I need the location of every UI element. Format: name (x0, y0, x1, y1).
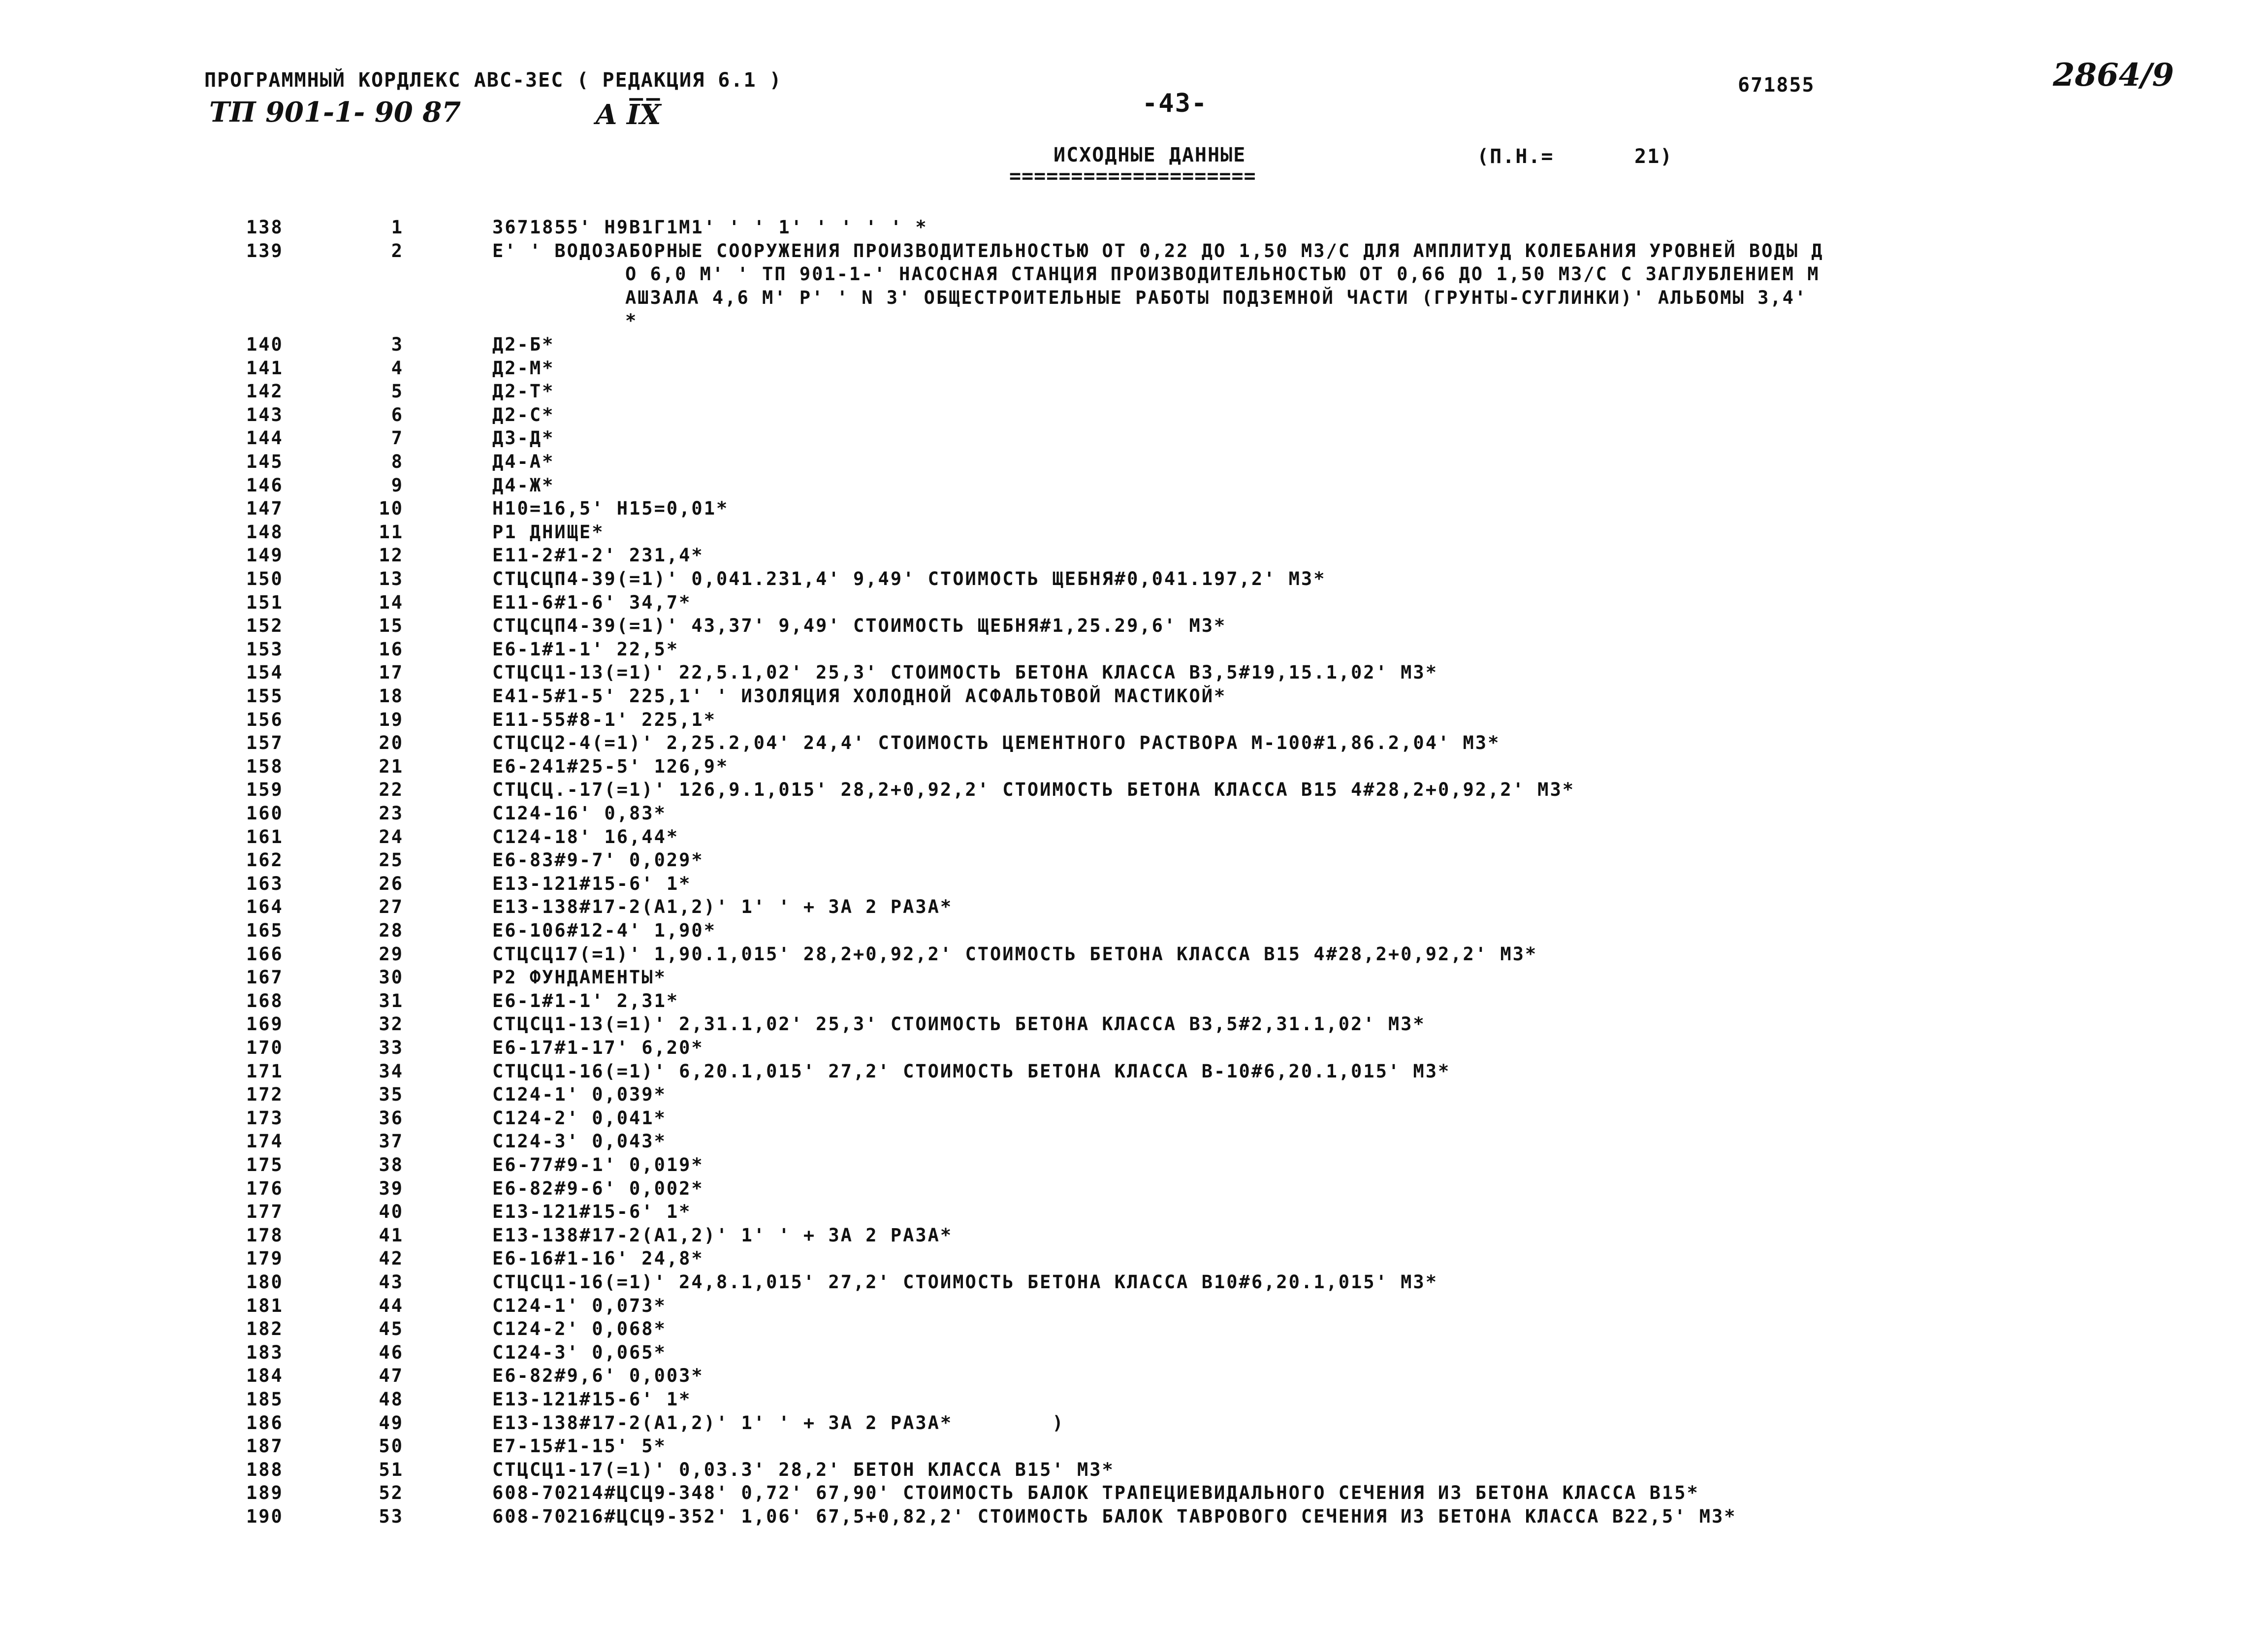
row-sequence: 143 (246, 404, 284, 425)
listing-row (0, 990, 2268, 1014)
row-sequence: 158 (246, 756, 284, 777)
row-sequence: 147 (246, 498, 284, 519)
row-sequence: 167 (246, 967, 284, 988)
row-text: E11-55#8-1' 225,1* (492, 709, 716, 730)
row-text: СТЦСЦ2-4(=1)' 2,25.2,04' 24,4' СТОИМОСТЬ ЦЕМЕНТНОГО РАСТВОРА M-100#1,86.2,04' M3* (492, 732, 1501, 753)
row-text: СТЦСЦ.-17(=1)' 126,9.1,015' 28,2+0,92,2' СТОИМОСТЬ БЕТОНА КЛАССА B15 4#28,2+0,92,2' M3* (492, 779, 1575, 800)
listing-row (0, 967, 2268, 990)
listing-row (0, 404, 2268, 428)
row-sequence: 138 (246, 217, 284, 238)
row-text: E6-77#9-1' 0,019* (492, 1154, 704, 1175)
row-continuation-text: O 6,0 M' ' ТП 901-1-' НАСОСНАЯ СТАНЦИЯ ПРОИЗВОДИТЕЛЬНОСТЬЮ ОТ 0,66 ДО 1,50 M3/C С ЗАГЛУБЛЕНИЕМ М (625, 263, 1820, 285)
row-sequence: 160 (246, 803, 284, 824)
row-text: СТЦСЦ17(=1)' 1,90.1,015' 28,2+0,92,2' СТОИМОСТЬ БЕТОНА КЛАССА B15 4#28,2+0,92,2' M3* (492, 944, 1538, 965)
row-sequence: 189 (246, 1482, 284, 1503)
row-text: C124-1' 0,073* (492, 1295, 667, 1316)
row-sequence: 139 (246, 240, 284, 261)
row-number: 35 (379, 1084, 404, 1105)
row-text: СТЦСЦ1-17(=1)' 0,03.3' 28,2' БЕТОН КЛАССА B15' M3* (492, 1459, 1115, 1480)
row-sequence: 175 (246, 1154, 284, 1175)
row-text: C124-2' 0,041* (492, 1108, 667, 1129)
row-text: E7-15#1-15' 5* (492, 1435, 667, 1457)
row-sequence: 182 (246, 1318, 284, 1339)
row-sequence: 149 (246, 545, 284, 566)
row-number: 46 (379, 1342, 404, 1363)
row-text: H10=16,5' H15=0,01* (492, 498, 729, 519)
row-text: E6-82#9-6' 0,002* (492, 1178, 704, 1199)
row-sequence: 181 (246, 1295, 284, 1316)
row-sequence: 169 (246, 1013, 284, 1035)
row-sequence: 161 (246, 826, 284, 847)
row-number: 34 (379, 1061, 404, 1082)
row-number: 12 (379, 545, 404, 566)
listing-row (0, 1295, 2268, 1319)
listing-row (0, 427, 2268, 451)
row-number: 48 (379, 1389, 404, 1410)
row-sequence: 159 (246, 779, 284, 800)
row-text: E13-121#15-6' 1* (492, 873, 692, 894)
row-number: 28 (379, 920, 404, 941)
row-text: E6-17#1-17' 6,20* (492, 1037, 704, 1058)
row-sequence: 157 (246, 732, 284, 753)
row-continuation-text: * (625, 310, 638, 331)
row-text: Д2-Б* (492, 334, 555, 355)
row-number: 7 (391, 427, 404, 449)
row-sequence: 173 (246, 1108, 284, 1129)
row-sequence: 186 (246, 1412, 284, 1434)
row-number: 13 (379, 568, 404, 589)
row-sequence: 185 (246, 1389, 284, 1410)
listing-row (0, 1482, 2268, 1506)
page-number: -43- (1142, 89, 1208, 118)
doc-number: 671855 (1738, 74, 1815, 97)
row-sequence: 183 (246, 1342, 284, 1363)
row-number: 29 (379, 944, 404, 965)
row-number: 8 (391, 451, 404, 472)
row-number: 47 (379, 1365, 404, 1386)
listing-row (0, 1178, 2268, 1202)
listing-row (0, 896, 2268, 920)
row-number: 18 (379, 685, 404, 707)
listing-row (0, 1318, 2268, 1342)
row-number: 30 (379, 967, 404, 988)
row-sequence: 152 (246, 615, 284, 636)
row-number: 26 (379, 873, 404, 894)
row-text: СТЦСЦП4-39(=1)' 0,041.231,4' 9,49' СТОИМОСТЬ ЩЕБНЯ#0,041.197,2' M3* (492, 568, 1326, 589)
listing-row (0, 849, 2268, 873)
row-sequence: 168 (246, 990, 284, 1011)
row-number: 36 (379, 1108, 404, 1129)
row-text: СТЦСЦ1-16(=1)' 6,20.1,015' 27,2' СТОИМОСТЬ БЕТОНА КЛАССА B-10#6,20.1,015' M3* (492, 1061, 1451, 1082)
listing-row (0, 1342, 2268, 1366)
listing-row-continuation (0, 310, 2268, 334)
row-sequence: 184 (246, 1365, 284, 1386)
row-text: Д2-М* (492, 358, 555, 379)
row-number: 15 (379, 615, 404, 636)
row-sequence: 145 (246, 451, 284, 472)
row-sequence: 144 (246, 427, 284, 449)
row-text: E6-1#1-1' 2,31* (492, 990, 679, 1011)
row-continuation-text: АШЗАЛА 4,6 M' P' ' N 3' ОБЩЕСТРОИТЕЛЬНЫЕ РАБОТЫ ПОДЗЕМНОЙ ЧАСТИ (ГРУНТЫ-СУГЛИНКИ)' АЛЬБОМЫ 3,4' (625, 287, 1808, 308)
listing-row (0, 756, 2268, 780)
row-text: C124-16' 0,83* (492, 803, 667, 824)
listing-row (0, 944, 2268, 967)
row-text: E6-1#1-1' 22,5* (492, 639, 679, 660)
album-mark: A I̅X̅ (596, 98, 661, 131)
listing-row (0, 639, 2268, 662)
row-text: СТЦСЦ1-13(=1)' 2,31.1,02' 25,3' СТОИМОСТЬ БЕТОНА КЛАССА B3,5#2,31.1,02' M3* (492, 1013, 1426, 1035)
listing-row (0, 779, 2268, 803)
row-number: 25 (379, 849, 404, 871)
listing-row (0, 920, 2268, 944)
row-text: СТЦСЦП4-39(=1)' 43,37' 9,49' СТОИМОСТЬ ЩЕБНЯ#1,25.29,6' M3* (492, 615, 1227, 636)
row-text: C124-2' 0,068* (492, 1318, 667, 1339)
row-sequence: 156 (246, 709, 284, 730)
listing-row (0, 732, 2268, 756)
listing-row (0, 217, 2268, 240)
listing-row (0, 826, 2268, 850)
row-sequence: 174 (246, 1131, 284, 1152)
row-number: 45 (379, 1318, 404, 1339)
row-sequence: 190 (246, 1506, 284, 1527)
row-text: Д2-С* (492, 404, 555, 425)
row-text: Д3-Д* (492, 427, 555, 449)
row-number: 2 (391, 240, 404, 261)
row-text: E6-106#12-4' 1,90* (492, 920, 716, 941)
row-number: 22 (379, 779, 404, 800)
row-number: 42 (379, 1248, 404, 1269)
listing-row (0, 358, 2268, 381)
row-text: Д4-Ж* (492, 475, 555, 496)
listing-row (0, 873, 2268, 897)
listing-row (0, 803, 2268, 826)
row-number: 20 (379, 732, 404, 753)
row-sequence: 148 (246, 521, 284, 543)
row-text: E6-82#9,6' 0,003* (492, 1365, 704, 1386)
row-number: 11 (379, 521, 404, 543)
listing-row-continuation (0, 263, 2268, 287)
listing-row (0, 1365, 2268, 1389)
row-text: 608-70216#ЦСЦ9-352' 1,06' 67,5+0,82,2' СТОИМОСТЬ БАЛОК ТАВРОВОГО СЕЧЕНИЯ ИЗ БЕТОНА КЛАССА B22,5' M3* (492, 1506, 1737, 1527)
row-text: P1 ДНИЩЕ* (492, 521, 605, 543)
row-text: E11-2#1-2' 231,4* (492, 545, 704, 566)
section-rule: ==================== (1009, 165, 1256, 188)
listing-row (0, 592, 2268, 616)
row-text: E' ' ВОДОЗАБОРНЫЕ СООРУЖЕНИЯ ПРОИЗВОДИТЕЛЬНОСТЬЮ ОТ 0,22 ДО 1,50 M3/C ДЛЯ АМПЛИТУД КОЛЕБАНИЯ УРОВНЕЙ ВОДЫ Д (492, 240, 1824, 261)
row-number: 38 (379, 1154, 404, 1175)
row-sequence: 165 (246, 920, 284, 941)
listing-row (0, 709, 2268, 733)
row-number: 24 (379, 826, 404, 847)
row-text: E41-5#1-5' 225,1' ' ИЗОЛЯЦИЯ ХОЛОДНОЙ АСФАЛЬТОВОЙ МАСТИКОЙ* (492, 685, 1227, 707)
row-number: 41 (379, 1225, 404, 1246)
row-sequence: 164 (246, 896, 284, 917)
row-number: 4 (391, 358, 404, 379)
row-number: 3 (391, 334, 404, 355)
row-number: 50 (379, 1435, 404, 1457)
program-header: ПРОГРАММНЫЙ КОРДЛЕКС АВС-3ЕС ( РЕДАКЦИЯ 6.1 ) (204, 69, 782, 92)
row-text: E13-138#17-2(A1,2)' 1' ' + ЗА 2 РАЗА* (492, 896, 953, 917)
row-number: 52 (379, 1482, 404, 1503)
row-number: 21 (379, 756, 404, 777)
row-sequence: 188 (246, 1459, 284, 1480)
listing-row (0, 1131, 2268, 1154)
listing-row (0, 1037, 2268, 1061)
listing-row (0, 662, 2268, 685)
row-sequence: 170 (246, 1037, 284, 1058)
row-sequence: 166 (246, 944, 284, 965)
row-text: 3671855' H9B1Г1M1' ' ' 1' ' ' ' ' * (492, 217, 928, 238)
row-number: 9 (391, 475, 404, 496)
row-text: СТЦСЦ1-13(=1)' 22,5.1,02' 25,3' СТОИМОСТЬ БЕТОНА КЛАССА B3,5#19,15.1,02' M3* (492, 662, 1438, 683)
row-sequence: 154 (246, 662, 284, 683)
row-text: E13-121#15-6' 1* (492, 1389, 692, 1410)
row-text: C124-3' 0,043* (492, 1131, 667, 1152)
listing-row (0, 685, 2268, 709)
row-sequence: 153 (246, 639, 284, 660)
tp-code: ТП 901-1- 90 87 (209, 96, 461, 129)
row-number: 44 (379, 1295, 404, 1316)
listing-row (0, 1201, 2268, 1225)
listing-row (0, 1154, 2268, 1178)
row-number: 23 (379, 803, 404, 824)
listing-row (0, 1459, 2268, 1483)
row-text: E6-241#25-5' 126,9* (492, 756, 729, 777)
section-title: ИСХОДНЫЕ ДАННЫЕ (1054, 144, 1246, 166)
listing-row (0, 1225, 2268, 1248)
listing-row (0, 615, 2268, 639)
listing-row-continuation (0, 287, 2268, 311)
row-number: 17 (379, 662, 404, 683)
listing-row (0, 381, 2268, 404)
row-number: 37 (379, 1131, 404, 1152)
row-sequence: 141 (246, 358, 284, 379)
listing-row (0, 1435, 2268, 1459)
row-text: E13-138#17-2(A1,2)' 1' ' + ЗА 2 РАЗА* ) (492, 1412, 1065, 1434)
listing-row (0, 1271, 2268, 1295)
row-text: 608-70214#ЦСЦ9-348' 0,72' 67,90' СТОИМОСТЬ БАЛОК ТРАПЕЦИЕВИДАЛЬНОГО СЕЧЕНИЯ ИЗ БЕТОНА КЛАССА B15* (492, 1482, 1699, 1503)
row-text: E13-138#17-2(A1,2)' 1' ' + ЗА 2 РАЗА* (492, 1225, 953, 1246)
listing-row (0, 1061, 2268, 1084)
row-number: 53 (379, 1506, 404, 1527)
row-sequence: 187 (246, 1435, 284, 1457)
row-sequence: 176 (246, 1178, 284, 1199)
listing-row (0, 475, 2268, 498)
row-sequence: 171 (246, 1061, 284, 1082)
row-number: 1 (391, 217, 404, 238)
row-text: C124-18' 16,44* (492, 826, 679, 847)
listing-row (0, 498, 2268, 521)
listing-row (0, 1389, 2268, 1412)
row-sequence: 179 (246, 1248, 284, 1269)
row-number: 31 (379, 990, 404, 1011)
sheet-mark: 2864/9 (2053, 57, 2174, 94)
row-text: E11-6#1-6' 34,7* (492, 592, 692, 613)
row-number: 5 (391, 381, 404, 402)
row-sequence: 151 (246, 592, 284, 613)
row-text: E13-121#15-6' 1* (492, 1201, 692, 1222)
row-number: 39 (379, 1178, 404, 1199)
row-sequence: 146 (246, 475, 284, 496)
row-text: СТЦСЦ1-16(=1)' 24,8.1,015' 27,2' СТОИМОСТЬ БЕТОНА КЛАССА B10#6,20.1,015' M3* (492, 1271, 1438, 1293)
row-text: P2 ФУНДАМЕНТЫ* (492, 967, 667, 988)
listing-row (0, 568, 2268, 592)
row-sequence: 140 (246, 334, 284, 355)
row-text: E6-16#1-16' 24,8* (492, 1248, 704, 1269)
listing-row (0, 1412, 2268, 1436)
row-sequence: 142 (246, 381, 284, 402)
listing-row (0, 1108, 2268, 1131)
listing-row (0, 1506, 2268, 1530)
listing-row (0, 1013, 2268, 1037)
row-sequence: 177 (246, 1201, 284, 1222)
row-sequence: 150 (246, 568, 284, 589)
listing-row (0, 240, 2268, 264)
row-sequence: 180 (246, 1271, 284, 1293)
row-number: 19 (379, 709, 404, 730)
row-sequence: 172 (246, 1084, 284, 1105)
row-number: 6 (391, 404, 404, 425)
row-number: 32 (379, 1013, 404, 1035)
row-number: 27 (379, 896, 404, 917)
row-number: 49 (379, 1412, 404, 1434)
row-text: Д2-Т* (492, 381, 555, 402)
row-text: Д4-А* (492, 451, 555, 472)
row-number: 14 (379, 592, 404, 613)
listing-row (0, 1248, 2268, 1271)
listing-row (0, 451, 2268, 475)
row-text: C124-1' 0,039* (492, 1084, 667, 1105)
row-number: 33 (379, 1037, 404, 1058)
row-number: 40 (379, 1201, 404, 1222)
row-sequence: 178 (246, 1225, 284, 1246)
row-sequence: 155 (246, 685, 284, 707)
listing-row (0, 1084, 2268, 1108)
pn-label: (П.Н.= (1477, 145, 1554, 168)
row-sequence: 163 (246, 873, 284, 894)
row-sequence: 162 (246, 849, 284, 871)
row-number: 16 (379, 639, 404, 660)
listing-row (0, 521, 2268, 545)
row-number: 10 (379, 498, 404, 519)
row-text: C124-3' 0,065* (492, 1342, 667, 1363)
row-number: 51 (379, 1459, 404, 1480)
row-text: E6-83#9-7' 0,029* (492, 849, 704, 871)
listing-row (0, 334, 2268, 358)
row-number: 43 (379, 1271, 404, 1293)
pn-value: 21) (1634, 145, 1673, 168)
listing-row (0, 545, 2268, 568)
